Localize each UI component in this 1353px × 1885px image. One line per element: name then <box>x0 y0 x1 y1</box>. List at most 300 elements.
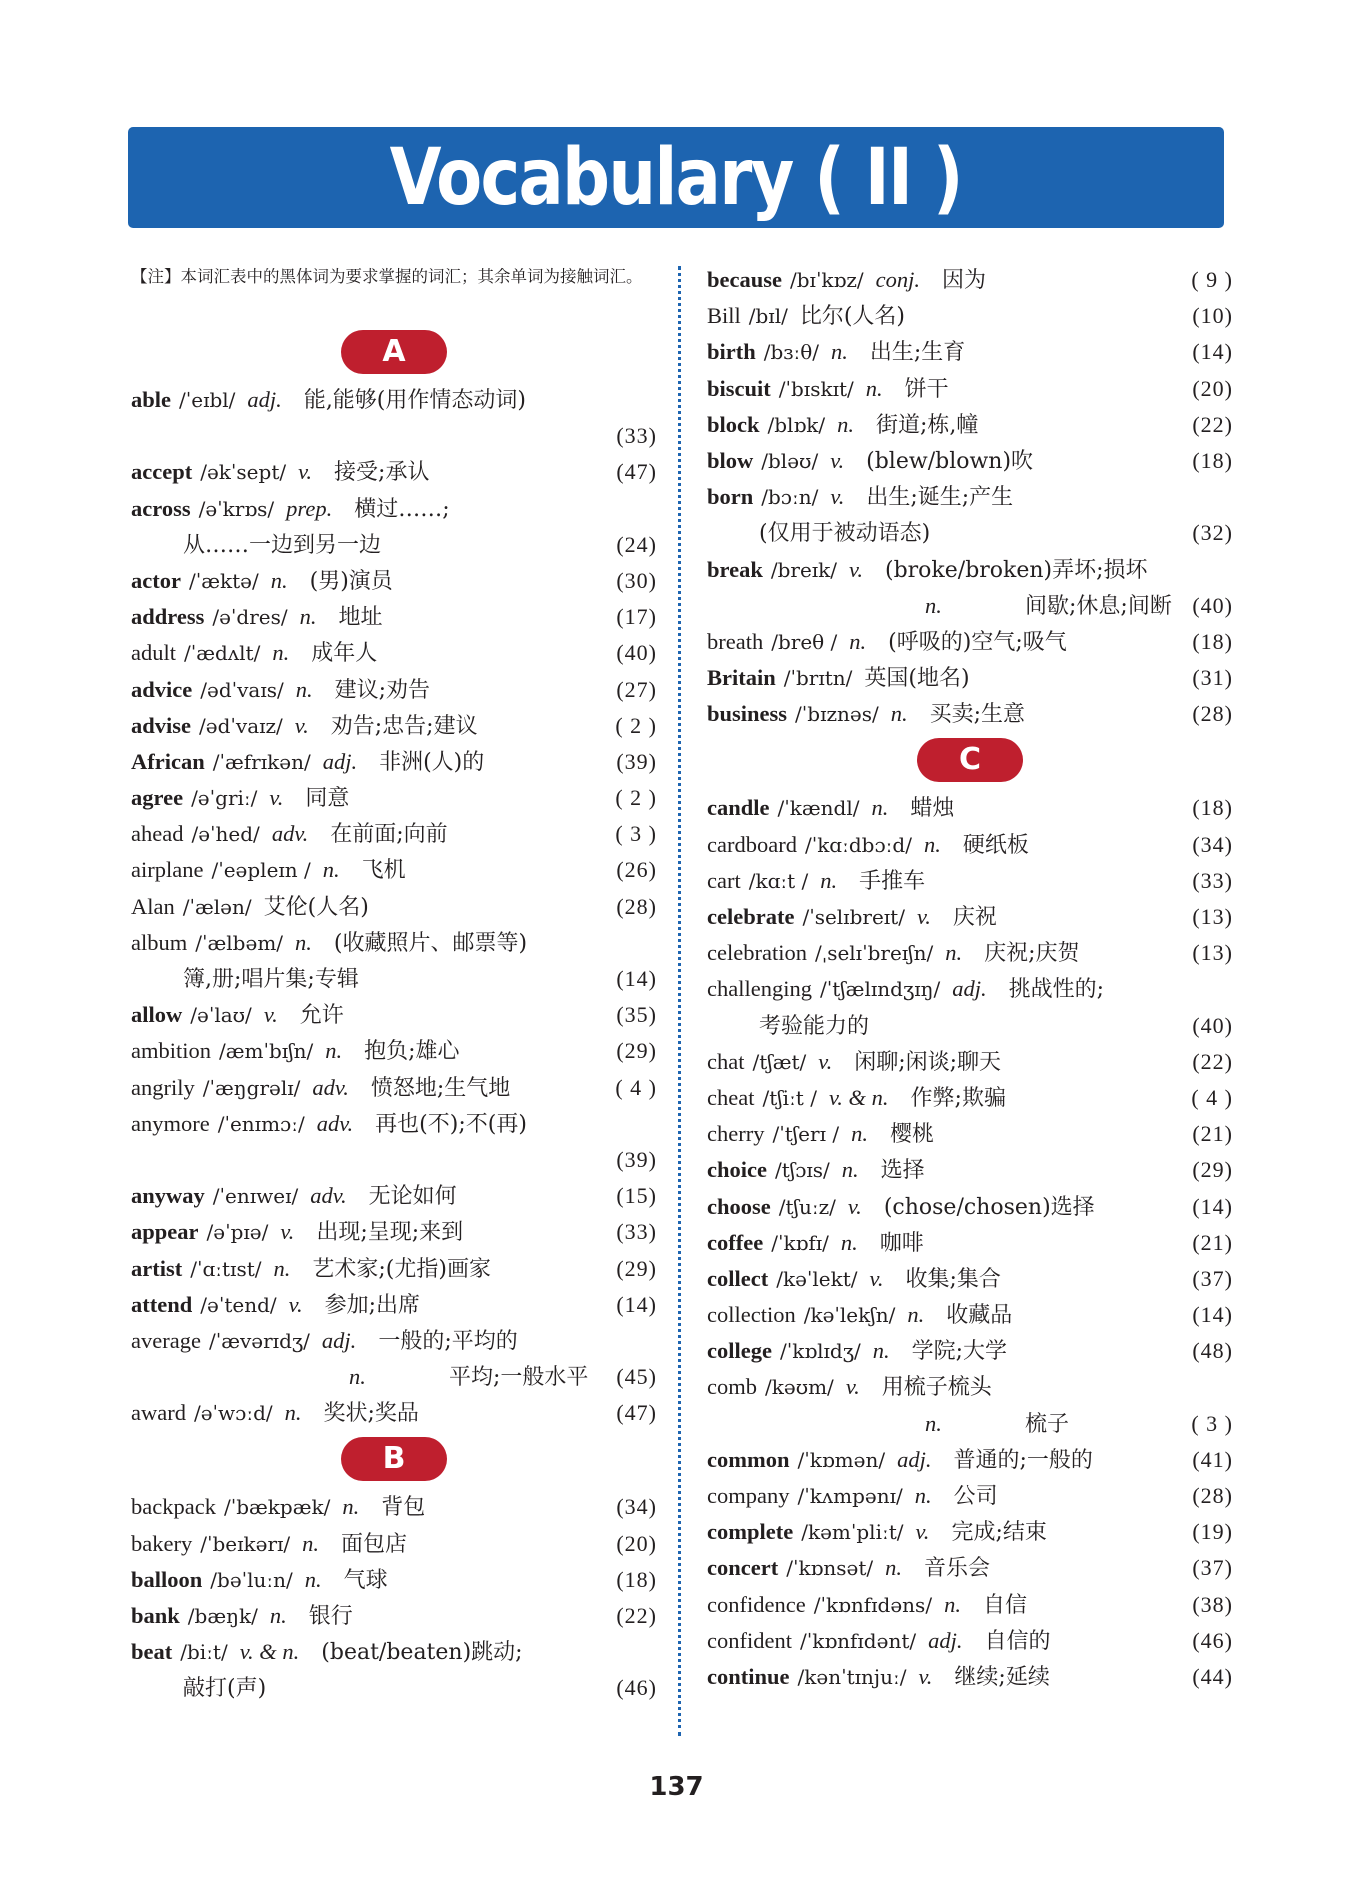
entry-part-of-speech: v. <box>298 459 313 485</box>
entry-page-ref: (19) <box>1192 1519 1233 1545</box>
entry-main-line <box>707 479 1233 515</box>
entry-continuation-line <box>131 1670 657 1706</box>
entry-part-of-speech: v. <box>269 785 284 811</box>
entry-page-ref: (32) <box>1192 520 1233 546</box>
vocab-entry <box>707 1587 1233 1623</box>
entry-main-line <box>707 1587 1233 1623</box>
entry-word: across <box>131 495 191 521</box>
entry-part-of-speech: adj. <box>321 1327 357 1353</box>
entry-word: Britain <box>707 665 776 691</box>
entry-main-line <box>131 1178 657 1214</box>
vocab-entry <box>131 997 657 1033</box>
entry-word: beat <box>131 1639 173 1665</box>
entry-page-ref: (14) <box>1192 339 1233 365</box>
entry-main-line <box>131 1106 657 1142</box>
entry-phonetic: /ˈbeɪkərɪ/ <box>200 1531 291 1556</box>
entry-part-of-speech: n. <box>849 628 867 654</box>
entry-phonetic: /ˈtʃerɪ / <box>772 1122 840 1147</box>
entry-phonetic: /əˈtend/ <box>200 1292 277 1317</box>
entry-phonetic: /bɪl/ <box>748 304 788 329</box>
entry-word: cherry <box>707 1121 765 1147</box>
left-column <box>131 262 657 1707</box>
entry-part-of-speech: v. <box>847 1193 862 1219</box>
entry-part-of-speech: v. <box>916 904 931 929</box>
entry-part-of-speech: v. <box>280 1219 295 1245</box>
vocab-entry <box>707 790 1233 826</box>
entry-meaning: 音乐会 <box>924 1556 991 1582</box>
vocab-entry <box>131 1634 657 1706</box>
entry-word: cheat <box>707 1084 755 1110</box>
entry-meaning-continued: 考验能力的 <box>759 1013 870 1039</box>
entry-meaning: 手推车 <box>859 868 926 894</box>
entry-main-line <box>131 1598 657 1634</box>
entry-word: confident <box>707 1627 792 1653</box>
entry-page-ref: (35) <box>616 1002 657 1028</box>
entry-part-of-speech: v. <box>830 447 845 473</box>
vocab-entry <box>707 696 1233 732</box>
entry-main-line <box>707 371 1233 407</box>
entry-main-line <box>131 744 657 780</box>
entry-phonetic: /əˈhed/ <box>191 822 260 847</box>
entry-phonetic: /ˈbɪznəs/ <box>795 702 879 727</box>
entry-page-ref: (24) <box>616 531 657 557</box>
entry-phonetic: /biːt/ <box>180 1640 228 1665</box>
entry-word: attend <box>131 1291 193 1317</box>
entry-word: business <box>707 701 788 727</box>
entry-main-line <box>707 1189 1233 1225</box>
vocab-entry <box>131 889 657 925</box>
entry-phonetic: /ˈæfrɪkən/ <box>212 749 311 774</box>
entry-phonetic: /ˈkɑːdbɔːd/ <box>804 832 912 857</box>
entry-word: break <box>707 556 763 582</box>
entry-part-of-speech: n. <box>299 604 317 630</box>
entry-main-line <box>707 1623 1233 1659</box>
entry-meaning: 再也(不);不(再) <box>375 1111 527 1137</box>
entry-main-line <box>131 1323 657 1359</box>
entry-phonetic: /breθ / <box>771 629 838 654</box>
entry-word: artist <box>131 1255 183 1281</box>
entry-main-line <box>131 997 657 1033</box>
entry-meaning: 背包 <box>381 1495 426 1521</box>
vocab-entry <box>131 816 657 852</box>
entry-main-line <box>707 334 1233 370</box>
entry-word: address <box>131 604 205 630</box>
entry-word: cart <box>707 867 741 893</box>
entry-page-ref: (31) <box>1192 665 1233 691</box>
entry-meaning: 硬纸板 <box>962 832 1029 858</box>
entry-main-line <box>131 1070 657 1106</box>
entry-part-of-speech: n. <box>914 1483 932 1508</box>
entry-main-line <box>131 672 657 708</box>
entry-continuation-line <box>131 527 657 563</box>
entry-part-of-speech: n. <box>273 1255 291 1281</box>
entry-word: comb <box>707 1374 757 1400</box>
entry-continuation-line <box>707 1008 1233 1044</box>
entry-word: biscuit <box>707 375 771 401</box>
entry-page-ref: (34) <box>1192 831 1233 857</box>
entry-page-ref: (14) <box>1192 1193 1233 1219</box>
entry-part-of-speech: v. <box>915 1519 930 1545</box>
entry-page-ref: (14) <box>1192 1302 1233 1328</box>
entry-meaning: 一般的;平均的 <box>378 1328 518 1354</box>
vocab-entry <box>707 262 1233 298</box>
entry-part-of-speech: v. <box>918 1663 933 1689</box>
vocab-entry <box>707 1478 1233 1514</box>
entry-main-line <box>131 925 657 961</box>
entry-phonetic: /ədˈvaɪz/ <box>199 713 283 738</box>
vocab-entry <box>707 298 1233 334</box>
entry-phonetic: /ˈɑːtɪst/ <box>190 1256 262 1281</box>
entry-meaning: 选择 <box>880 1158 925 1184</box>
entry-page-ref: (33) <box>616 423 657 449</box>
entry-meaning: 在前面;向前 <box>330 822 448 848</box>
vocab-entry <box>707 1044 1233 1080</box>
vocab-entry <box>131 1214 657 1250</box>
entry-page-ref: (18) <box>1192 628 1233 654</box>
entry-part-of-speech: n. <box>890 701 908 727</box>
entry-meaning: 作弊;欺骗 <box>910 1085 1006 1111</box>
entry-page-ref: (39) <box>616 748 657 774</box>
entry-page-ref: (20) <box>616 1530 657 1556</box>
entry-part-of-speech: v. <box>869 1265 884 1291</box>
entry-page-ref: (18) <box>1192 447 1233 473</box>
entry-main-line <box>707 1116 1233 1152</box>
entry-part-of-speech: adj. <box>897 1446 932 1472</box>
entry-part-of-speech: n. <box>872 1338 890 1364</box>
entry-phonetic: /ˈæŋgrəlɪ/ <box>202 1075 301 1100</box>
vocab-entry <box>707 443 1233 479</box>
entry-phonetic: /kəmˈpliːt/ <box>801 1520 904 1545</box>
entry-main-line <box>131 454 657 490</box>
entry-meaning: 面包店 <box>341 1531 408 1557</box>
entry-phonetic: /əˈwɔːd/ <box>193 1401 273 1426</box>
entry-part-of-speech: n. <box>342 1494 360 1520</box>
entry-main-line <box>131 889 657 925</box>
vocab-entry <box>131 454 657 490</box>
entry-part-of-speech: n. <box>284 1400 302 1426</box>
entry-meaning: 英国(地名) <box>864 666 970 692</box>
entry-part-of-speech: v. <box>830 484 845 510</box>
entry-meaning: 愤怒地;生气地 <box>370 1075 511 1101</box>
entry-main-line <box>707 660 1233 696</box>
vocab-entry <box>131 491 657 563</box>
entry-meaning: 横过……; <box>354 496 450 522</box>
vocab-entry <box>707 1442 1233 1478</box>
entry-word: airplane <box>131 857 204 883</box>
vocab-entry <box>131 563 657 599</box>
vocab-entry <box>131 672 657 708</box>
entry-meaning-continued: 敲打(声) <box>183 1676 267 1702</box>
entry-main-line <box>707 790 1233 826</box>
entry-main-line <box>707 1225 1233 1261</box>
entry-phonetic: /kɑːt / <box>748 868 809 893</box>
entry-part-of-speech: n. <box>885 1555 902 1581</box>
entry-phonetic: /kəˈlekt/ <box>776 1266 858 1291</box>
entry-part-of-speech: n. <box>349 1364 366 1390</box>
entry-phonetic: /kənˈtɪnjuː/ <box>797 1664 907 1689</box>
vocab-entry <box>131 708 657 744</box>
entry-meaning: 收集;集合 <box>905 1266 1001 1292</box>
entry-page-ref: (33) <box>616 1219 657 1245</box>
entry-main-line <box>131 816 657 852</box>
vocab-entry <box>131 1598 657 1634</box>
column-divider <box>678 266 681 1736</box>
entry-meaning: 庆祝 <box>952 905 997 930</box>
entry-phonetic: /ˈkɒnfɪdəns/ <box>813 1592 933 1617</box>
entry-part-of-speech: n. <box>841 1157 859 1183</box>
entry-meaning: 非洲(人)的 <box>379 749 485 775</box>
vocab-entry <box>707 1152 1233 1188</box>
entry-part-of-speech: n. <box>945 940 963 966</box>
entry-page-ref: (40) <box>1192 592 1233 618</box>
entry-page-ref: (26) <box>616 857 657 883</box>
entry-word: candle <box>707 795 770 821</box>
entry-part-of-speech: n. <box>295 929 312 955</box>
entry-part-of-speech: n. <box>851 1121 868 1147</box>
entry-meaning: 樱桃 <box>889 1122 934 1148</box>
entry-phonetic: /ˈkʌmpənɪ/ <box>797 1484 903 1508</box>
vocab-entry <box>707 407 1233 443</box>
entry-meaning: (beat/beaten)跳动; <box>321 1640 523 1666</box>
entry-meaning: 用梳子梳头 <box>881 1375 992 1401</box>
entry-main-line <box>707 863 1233 899</box>
vocab-entry <box>707 552 1233 624</box>
entry-word: adult <box>131 640 176 666</box>
vocab-entry <box>707 1659 1233 1695</box>
vocab-entry <box>131 1106 657 1178</box>
entry-phonetic: /ˈævərɪdʒ/ <box>208 1328 310 1353</box>
entry-word: celebrate <box>707 904 795 929</box>
entry-phonetic: /əˈdres/ <box>212 605 288 630</box>
entry-page-ref: ( 2 ) <box>615 785 657 811</box>
vocab-entry <box>707 1080 1233 1116</box>
entry-meaning: 挑战性的; <box>1008 977 1105 1003</box>
entry-page-ref: (10) <box>1192 303 1233 329</box>
entry-page-ref: (39) <box>616 1146 657 1172</box>
entry-meaning: (chose/chosen)选择 <box>883 1194 1095 1220</box>
entry-phonetic: /ˈkɒmən/ <box>797 1447 886 1472</box>
entry-meaning-continued: (仅用于被动语态) <box>759 521 931 547</box>
entry-phonetic: /breɪk/ <box>770 557 838 582</box>
entry-part-of-speech: adv. <box>316 1110 354 1136</box>
entry-word: album <box>131 929 188 955</box>
entry-word: college <box>707 1338 772 1364</box>
entry-part-of-speech: adj. <box>928 1627 963 1653</box>
vocab-entry <box>131 1251 657 1287</box>
vocab-entry <box>131 1070 657 1106</box>
entry-meaning: 收藏品 <box>946 1303 1013 1329</box>
entry-meaning: 接受;承认 <box>334 460 430 486</box>
entry-page-ref: ( 3 ) <box>615 821 657 847</box>
entry-word: coffee <box>707 1229 764 1255</box>
entry-meaning: 建议;劝告 <box>334 677 431 703</box>
entry-phonetic: /blɒk/ <box>767 412 826 437</box>
entry-page-ref: (30) <box>616 567 657 593</box>
entry-phonetic: /əˈlaʊ/ <box>190 1003 252 1028</box>
entry-phonetic: /tʃuːz/ <box>778 1194 836 1219</box>
entry-word: collection <box>707 1302 796 1328</box>
entry-page-ref: (46) <box>616 1675 657 1701</box>
entry-word: anymore <box>131 1110 210 1136</box>
entry-part-of-speech: n. <box>923 831 941 857</box>
entry-word: advise <box>131 712 192 738</box>
vocab-entry <box>707 371 1233 407</box>
entry-phonetic: /ˈælbəm/ <box>195 930 284 955</box>
entry-meaning: 学院;大学 <box>911 1339 1008 1365</box>
vocab-entry <box>707 334 1233 370</box>
entry-word: Alan <box>131 893 175 919</box>
entry-part-of-speech: n. <box>322 857 340 883</box>
entry-part-of-speech: n. <box>269 1603 287 1628</box>
entry-meaning: 继续;延续 <box>954 1664 1050 1690</box>
entry-meaning: 普通的;一般的 <box>953 1447 1093 1473</box>
entry-meaning: 抱负;雄心 <box>364 1039 460 1065</box>
entry-page-ref: (17) <box>616 604 657 630</box>
entry-phonetic: /bɔːn/ <box>761 485 819 510</box>
entry-phonetic: /ˈbrɪtn/ <box>783 666 853 691</box>
vocab-entry <box>707 1225 1233 1261</box>
entry-page-ref: ( 4 ) <box>615 1074 657 1100</box>
entry-meaning: (broke/broken)弄坏;损坏 <box>885 557 1148 583</box>
vocab-entry <box>131 599 657 635</box>
entry-page-ref: (45) <box>616 1364 657 1390</box>
entry-page-ref: (40) <box>1192 1012 1233 1038</box>
vocab-entry <box>131 1562 657 1598</box>
entry-word: award <box>131 1400 186 1426</box>
entry-phonetic: /æmˈbɪʃn/ <box>219 1039 314 1064</box>
entry-main-line <box>131 1251 657 1287</box>
entry-meaning-continued: 平均;一般水平 <box>449 1365 589 1391</box>
entry-page-ref: (18) <box>1192 795 1233 821</box>
entry-main-line <box>707 1478 1233 1514</box>
entry-meaning: 劝告;忠告;建议 <box>330 713 478 739</box>
section-letter: B <box>341 1437 447 1481</box>
entry-page-ref: (38) <box>1192 1591 1233 1617</box>
entry-word: chat <box>707 1048 745 1074</box>
vocab-entry <box>131 780 657 816</box>
entry-part-of-speech: n. <box>325 1038 343 1064</box>
entry-page-ref: (33) <box>1192 867 1233 893</box>
entry-phonetic: /tʃæt/ <box>752 1049 807 1074</box>
vocab-entry <box>707 624 1233 660</box>
entry-part-of-speech: adj. <box>952 976 987 1002</box>
entry-part-of-speech: n. <box>871 795 889 821</box>
vocab-entry <box>707 1116 1233 1152</box>
section-letter: A <box>341 330 447 374</box>
entry-page-ref: (20) <box>1192 375 1233 401</box>
entry-page-ref: (28) <box>1192 1483 1233 1508</box>
entry-meaning: 出生;生育 <box>869 340 966 366</box>
entry-main-line <box>131 1489 657 1525</box>
entry-word: able <box>131 387 172 412</box>
entry-phonetic: /ˈædʌlt/ <box>184 641 261 666</box>
entry-word: collect <box>707 1265 769 1291</box>
section-letter: C <box>917 738 1023 782</box>
vocab-entry <box>707 1261 1233 1297</box>
entry-word: choice <box>707 1157 767 1183</box>
entry-phonetic: /ˈbɪskɪt/ <box>778 376 854 401</box>
entry-phonetic: /ˈkɒfɪ/ <box>771 1230 829 1255</box>
entry-phonetic: /bəˈluːn/ <box>210 1567 293 1592</box>
entry-main-line <box>707 1044 1233 1080</box>
entry-main-line <box>707 1514 1233 1550</box>
entry-meaning: 比尔(人名) <box>799 304 906 330</box>
entry-page-ref: (13) <box>1192 940 1233 966</box>
entry-page-ref: (47) <box>616 459 657 485</box>
entry-part-of-speech: n. <box>865 375 883 401</box>
entry-meaning: 能,能够(用作情态动词) <box>303 388 526 413</box>
entry-page-ref: (22) <box>1192 411 1233 437</box>
entry-meaning: 买卖;生意 <box>929 702 1026 728</box>
vocab-entry <box>707 1369 1233 1441</box>
entry-meaning: (blew/blown)吹 <box>866 448 1034 474</box>
entry-part-of-speech: adj. <box>247 387 282 412</box>
vocab-entry <box>131 1489 657 1525</box>
entry-meaning: 出现;呈现;来到 <box>316 1220 464 1246</box>
entry-continuation-line <box>707 515 1233 551</box>
entry-main-line <box>131 780 657 816</box>
entry-part-of-speech: v. <box>294 712 309 738</box>
vocab-entry <box>131 1395 657 1431</box>
entry-page-ref: (28) <box>616 893 657 919</box>
entry-phonetic: /bləʊ/ <box>761 448 819 473</box>
entry-phonetic: /ˈselɪbreɪt/ <box>802 905 905 929</box>
entry-meaning: 饼干 <box>904 376 949 402</box>
entry-part-of-speech: n. <box>907 1302 925 1328</box>
entry-word: concert <box>707 1555 779 1581</box>
entry-page-ref: (34) <box>616 1494 657 1520</box>
entry-page-ref: (15) <box>616 1183 657 1209</box>
entry-part-of-speech: v. <box>818 1048 833 1074</box>
entry-word: breath <box>707 628 764 654</box>
entry-word: bank <box>131 1603 180 1628</box>
entry-meaning: 闲聊;闲谈;聊天 <box>854 1049 1002 1075</box>
entry-phonetic: /ədˈvaɪs/ <box>200 677 284 702</box>
vocab-entry <box>131 1178 657 1214</box>
entry-part-of-speech: prep. <box>286 495 333 521</box>
entry-word: backpack <box>131 1494 216 1520</box>
entry-phonetic: /ˈkɒnsət/ <box>786 1556 874 1581</box>
entry-main-line <box>707 1442 1233 1478</box>
entry-page-ref: (44) <box>1192 1663 1233 1689</box>
vocab-entry <box>131 1287 657 1323</box>
entry-main-line <box>131 1214 657 1250</box>
entry-part-of-speech: n. <box>272 640 290 666</box>
vocab-entry <box>131 1033 657 1069</box>
entry-page-ref: (37) <box>1192 1555 1233 1581</box>
entry-phonetic: /ˈkɒlɪdʒ/ <box>779 1339 861 1364</box>
entry-phonetic: /ˈenɪmɔː/ <box>217 1111 305 1136</box>
entry-page-ref: ( 9 ) <box>1191 267 1233 292</box>
vocab-note <box>131 262 657 324</box>
entry-page-ref: (14) <box>616 1291 657 1317</box>
entry-page-ref: (46) <box>1192 1627 1233 1653</box>
vocab-entry <box>707 863 1233 899</box>
title-banner <box>128 127 1224 228</box>
entry-page-ref: (47) <box>616 1400 657 1426</box>
entry-phonetic: /ˈtʃælɪndʒɪŋ/ <box>819 977 941 1002</box>
entry-phonetic: /ˈæktə/ <box>188 568 259 593</box>
entry-meaning: 奖状;奖品 <box>323 1401 419 1427</box>
entry-word: ambition <box>131 1038 211 1064</box>
entry-word: confidence <box>707 1591 806 1617</box>
entry-main-line <box>707 1333 1233 1369</box>
entry-meaning: 因为 <box>942 268 987 293</box>
entry-phonetic: /ˈeəpleɪn / <box>211 858 311 883</box>
entry-page-ref: ( 2 ) <box>615 712 657 738</box>
entry-page-ref: (22) <box>1192 1048 1233 1074</box>
entry-meaning-continued: 簿,册;唱片集;专辑 <box>183 967 359 992</box>
